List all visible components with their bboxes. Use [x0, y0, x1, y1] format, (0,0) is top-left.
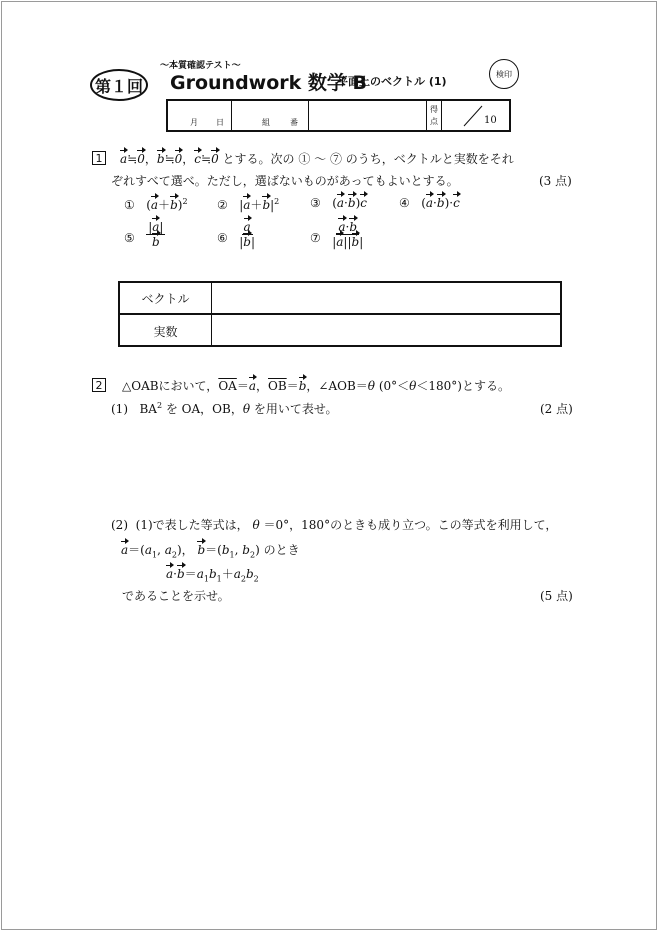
question-1-line-2: ぞれすべて選べ。ただし，選ばないものがあってもよいとする。 — [111, 174, 459, 188]
question-2-part-2-formula: $a\cdot b=a_1b_1+a_2b_2$ — [166, 567, 259, 584]
vector-row — [120, 283, 560, 315]
choice-7: ⑦ $\frac{a\cdot b}{|a||b|}$ — [310, 220, 364, 249]
vector-answer-field[interactable] — [212, 283, 560, 313]
inspection-seal: 検印 — [489, 59, 519, 89]
date-cell[interactable] — [168, 101, 232, 130]
score-cell[interactable] — [442, 101, 509, 130]
answer-table — [118, 281, 562, 347]
number-label: 番 — [290, 118, 298, 127]
score-label-cell — [427, 101, 442, 130]
choice-1: ① $(a+b)^2$ — [124, 197, 188, 212]
choice-3: ③ (a·b)c — [310, 196, 367, 210]
class-number-cell[interactable] — [232, 101, 309, 130]
score-label-1: 得 — [430, 105, 438, 114]
question-2-part-1: (1) $BA^2$ を OA，OB，θ を用いて表せ。 — [111, 401, 338, 416]
choice-6: ⑥ $\frac{a}{|b|}$ — [217, 220, 255, 249]
test-title: Groundwork 数学 B — [170, 72, 367, 94]
question-2-intro: △OABにおいて，$\overline{OA}=a$，$\overline{OB}=b$，∠AOB＝θ (0°＜θ＜180°)とする。 — [122, 379, 510, 393]
vector-row-label: ベクトル — [120, 283, 212, 313]
question-2-part-1-points: (2 点) — [540, 402, 573, 416]
test-subtitle: 〜本質確認テスト〜 — [160, 61, 241, 71]
question-1-number: 1 — [92, 151, 106, 165]
question-1-condition-suffix: とする。次の ① 〜 ⑦ のうち，ベクトルと実数をそれ — [222, 152, 514, 166]
unit-title: 平面上のベクトル (1) — [337, 75, 447, 88]
score-label-2: 点 — [430, 117, 438, 126]
question-2-part-2-answer-space[interactable] — [111, 612, 561, 892]
question-2-part-2-line-1: (2) (1)で表した等式は， θ ＝0°，180°のときも成り立つ。この等式を利用して， — [111, 518, 558, 532]
question-2-part-2-line-2: $a=(a_1$, $a_2$)， $b=(b_1$, $b_2$) のとき — [121, 543, 300, 560]
student-info-box — [166, 99, 511, 132]
choice-5: ⑤ $\frac{|a|}{b}$ — [124, 220, 164, 249]
class-label: 組 — [262, 118, 270, 127]
choice-2: ② $|a+b|^2$ — [217, 197, 280, 212]
score-slash-icon — [442, 101, 509, 130]
real-answer-field[interactable] — [212, 315, 560, 347]
question-1-points: (3 点) — [539, 174, 572, 188]
day-label: 日 — [216, 118, 224, 127]
question-2-part-2-line-4: であることを示せ。 — [122, 589, 230, 603]
month-label: 月 — [190, 118, 198, 127]
name-cell[interactable] — [309, 101, 427, 130]
question-2-part-1-answer-space[interactable] — [111, 425, 561, 510]
round-badge: 第１回 — [90, 69, 148, 101]
real-row-label: 実数 — [120, 315, 212, 347]
choice-4: ④ (a·b)·c — [399, 196, 460, 210]
question-2-part-2-points: (5 点) — [540, 589, 573, 603]
score-max: 10 — [484, 115, 497, 126]
question-2-number: 2 — [92, 378, 106, 392]
question-1-line-1: a≒0，b≒0，c≒0 とする。次の ① 〜 ⑦ のうち，ベクトルと実数をそれ — [120, 152, 514, 166]
real-row — [120, 315, 560, 347]
